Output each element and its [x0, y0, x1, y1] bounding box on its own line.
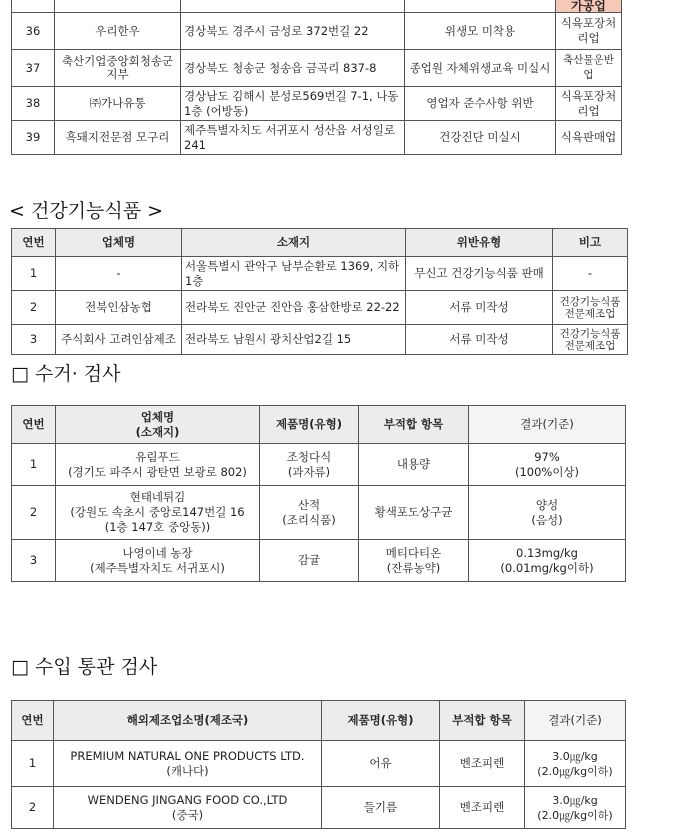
table-row [12, 291, 628, 325]
table-header-row [12, 229, 628, 257]
cell-result: 양성 (음성) [469, 486, 626, 540]
cell-type: 서류 미작성 [406, 325, 553, 355]
cell-no: 2 [12, 291, 56, 325]
header-name: 업체명 [56, 229, 182, 257]
cell-no: 3 [12, 540, 56, 582]
cell-no: 1 [12, 257, 56, 291]
cell-no: 37 [12, 50, 55, 87]
table-row [12, 540, 626, 582]
cell-no: 36 [12, 13, 55, 50]
cell-addr: 전라북도 진안군 진안읍 홍삼한방로 22-22 [182, 291, 406, 325]
header-product: 제품명(유형) [322, 701, 440, 741]
cell-result: 3.0㎍/kg (2.0㎍/kg이하) [525, 741, 626, 787]
table-row [12, 444, 626, 486]
cell-type: 종업원 자체위생교육 미실시 [405, 50, 556, 87]
cell-name: - [56, 257, 182, 291]
cell-addr: 서울특별시 관악구 남부순환로 1369, 지하1층 [182, 257, 406, 291]
table-header-row [12, 406, 626, 444]
cell-name [55, 0, 181, 13]
table-row [12, 50, 622, 87]
header-no: 연번 [12, 406, 56, 444]
cell-no: 3 [12, 325, 56, 355]
cell-product: 감귤 [260, 540, 359, 582]
table-row [12, 87, 622, 121]
cell-note: 식육판매업 [556, 121, 622, 155]
header-item: 부적합 항목 [440, 701, 525, 741]
cell-type [405, 0, 556, 13]
header-no: 연번 [12, 229, 56, 257]
cell-addr: 제주특별자치도 서귀포시 성산읍 서성일로 241 [181, 121, 405, 155]
header-result: 결과(기준) [469, 406, 626, 444]
cell-type: 건강진단 미실시 [405, 121, 556, 155]
cell-no: 2 [12, 787, 54, 829]
cell-result: 0.13mg/kg (0.01mg/kg이하) [469, 540, 626, 582]
cell-no: 1 [12, 444, 56, 486]
table-row [12, 257, 628, 291]
header-no: 연번 [12, 701, 54, 741]
table-row [12, 325, 628, 355]
cell-note: 식육포장처리업 [556, 13, 622, 50]
cell-addr: 전라북도 남원시 광치산업2길 15 [182, 325, 406, 355]
cell-name: 현태네튀김 (강원도 속초시 중앙로147번길 16 (1층 147호 중앙동)) [56, 486, 260, 540]
cell-addr: 경상남도 김해시 분성로569번길 7-1, 나동 1층 (어방동) [181, 87, 405, 121]
cell-name: 나영이네 농장 (제주특별자치도 서귀포시) [56, 540, 260, 582]
table-row [12, 0, 622, 13]
cell-note: - [553, 257, 628, 291]
cell-item: 내용량 [359, 444, 469, 486]
cell-no: 2 [12, 486, 56, 540]
cell-no: 39 [12, 121, 55, 155]
header-note: 비고 [553, 229, 628, 257]
header-type: 위반유형 [406, 229, 553, 257]
cell-note: 식육포장처리업 [556, 87, 622, 121]
table-row [12, 13, 622, 50]
cell-no: 38 [12, 87, 55, 121]
import-inspection-table [11, 700, 626, 829]
cell-name: 전북인삼농협 [56, 291, 182, 325]
cell-name: 우리한우 [55, 13, 181, 50]
cell-addr: 경상북도 청송군 청송읍 금곡리 837-8 [181, 50, 405, 87]
cell-name: PREMIUM NATURAL ONE PRODUCTS LTD. (캐나다) [54, 741, 322, 787]
cell-note: 가공업 [556, 0, 622, 13]
cell-product: 들기름 [322, 787, 440, 829]
section-heading-import: □ 수입 통관 검사 [11, 656, 158, 678]
section-heading-recall: □ 수거· 검사 [11, 363, 121, 385]
table-row [12, 121, 622, 155]
table-row [12, 787, 626, 829]
recall-inspection-table [11, 405, 626, 582]
cell-item: 벤조피렌 [440, 741, 525, 787]
cell-no [12, 0, 55, 13]
table-row [12, 741, 626, 787]
cell-name: 유림푸드 (경기도 파주시 광탄면 보광로 802) [56, 444, 260, 486]
header-item: 부적합 항목 [359, 406, 469, 444]
cell-note: 건강기능식품전문제조업 [553, 291, 628, 325]
health-food-table [11, 228, 628, 355]
cell-type: 위생모 미착용 [405, 13, 556, 50]
cell-note: 건강기능식품전문제조업 [553, 325, 628, 355]
cell-addr [181, 0, 405, 13]
table-header-row [12, 701, 626, 741]
table-row [12, 486, 626, 540]
cell-type: 서류 미작성 [406, 291, 553, 325]
cell-name: WENDENG JINGANG FOOD CO.,LTD (중국) [54, 787, 322, 829]
cell-type: 영업자 준수사항 위반 [405, 87, 556, 121]
cell-item: 황색포도상구균 [359, 486, 469, 540]
cell-product: 어유 [322, 741, 440, 787]
header-name: 해외제조업소명(제조국) [54, 701, 322, 741]
cell-item: 메티다티온 (잔류농약) [359, 540, 469, 582]
cell-type: 무신고 건강기능식품 판매 [406, 257, 553, 291]
cell-item: 벤조피렌 [440, 787, 525, 829]
cell-name: ㈜가나유통 [55, 87, 181, 121]
cell-no: 1 [12, 741, 54, 787]
cell-name: 주식회사 고려인삼제조 [56, 325, 182, 355]
section-heading-health-food: < 건강기능식품 > [9, 200, 164, 222]
cell-name: 축산기업중앙회청송군지부 [55, 50, 181, 87]
cell-addr: 경상북도 경주시 금성로 372번길 22 [181, 13, 405, 50]
cell-product: 조청다식 (과자류) [260, 444, 359, 486]
violation-table-continued [11, 0, 622, 155]
header-name: 업체명 (소재지) [56, 406, 260, 444]
header-addr: 소재지 [182, 229, 406, 257]
cell-result: 3.0㎍/kg (2.0㎍/kg이하) [525, 787, 626, 829]
header-product: 제품명(유형) [260, 406, 359, 444]
cell-result: 97% (100%이상) [469, 444, 626, 486]
header-result: 결과(기준) [525, 701, 626, 741]
cell-product: 산적 (조리식품) [260, 486, 359, 540]
cell-note: 축산물운반업 [556, 50, 622, 87]
cell-name: 흑돼지전문점 모구리 [55, 121, 181, 155]
